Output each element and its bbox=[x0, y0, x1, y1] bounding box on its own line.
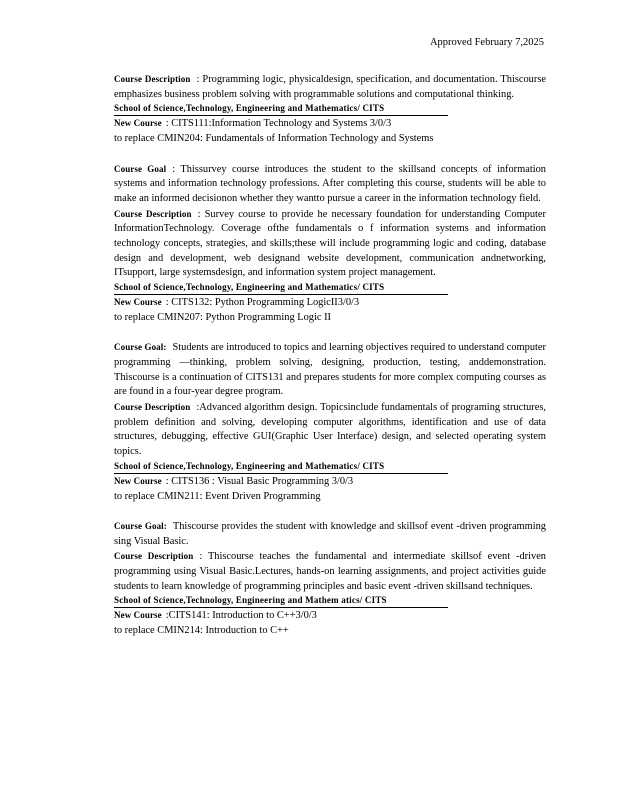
course-description-label: Course Description bbox=[114, 74, 191, 84]
new-course-line bbox=[114, 295, 546, 311]
replace-line: to replace CMIN207: Python Programming Logic II bbox=[114, 311, 332, 323]
course-goal-label: Course Goal: bbox=[114, 520, 167, 531]
course-goal-text: Students are introduced to topics and learning objectives required to understand computer programming —thinking, problem solving, designing, production, testing, anddemonstration. Thiscourse is a continuation of CITS131 and prepares students for more complex computing courses as are found in a four-year degree program. bbox=[114, 342, 546, 398]
new-course-text: : CITS111:Information Technology and Systems 3/0/3 bbox=[165, 118, 392, 130]
new-course-label: New Course bbox=[114, 297, 162, 308]
new-course-text: :CITS141: Introduction to C++3/0/3 bbox=[165, 610, 317, 622]
new-course-label: New Course bbox=[114, 610, 162, 621]
new-course-text: : CITS132: Python Programming LogicII3/0/3 bbox=[165, 297, 360, 309]
replace-line: to replace CMIN204: Fundamentals of Information Technology and Systems bbox=[114, 133, 434, 145]
new-course-line bbox=[114, 474, 546, 490]
course-block-cits136 bbox=[114, 340, 546, 504]
new-course-line bbox=[114, 116, 546, 132]
course-description-label: Course Description bbox=[114, 402, 191, 413]
course-block-cits111 bbox=[114, 72, 546, 147]
course-description-text: : Survey course to provide he necessary foundation for understanding Computer InformationTechnology. Coverage ofthe fundamentals o f information systems and information technology concepts, strategies, and skills;these will include programming logic and coding, database design and development, web designand website development, communication andnetworking, ITsupport, large systemsdesign, and information system project management. bbox=[114, 208, 546, 279]
course-description-label: Course Description bbox=[114, 208, 192, 219]
school-heading: School of Science,Technology, Engineering and Mathematics/ CITS bbox=[114, 460, 448, 474]
school-heading: School of Science,Technology, Engineering and Mathem atics/ CITS bbox=[114, 594, 448, 608]
course-description bbox=[114, 207, 546, 282]
course-goal-label: Course Goal bbox=[114, 163, 167, 174]
new-course-line bbox=[114, 608, 546, 624]
course-goal bbox=[114, 519, 546, 549]
course-goal-text: Thiscourse provides the student with knowledge and skillsof event -driven programming sing Visual Basic. bbox=[114, 520, 547, 547]
school-heading: School of Science,Technology, Engineering and Mathematics/ CITS bbox=[114, 102, 448, 116]
new-course-text: : CITS136 : Visual Basic Programming 3/0/3 bbox=[165, 475, 354, 487]
course-description bbox=[114, 400, 546, 460]
replace-line: to replace CMIN214: Introduction to C++ bbox=[114, 625, 289, 637]
document-body bbox=[114, 72, 546, 654]
course-block-cits141 bbox=[114, 519, 546, 639]
approval-date: Approved February 7,2025 bbox=[429, 37, 544, 48]
course-goal-text: : Thissurvey course introduces the student to the skillsand concepts of information systems and information technology professions. After completing this course, students will be able to make an informed decisionon whether they wantto pursue a career in the information technology field. bbox=[114, 163, 547, 204]
course-description-text: : Programming logic, physicaldesign, specification, and documentation. Thiscourse emphasizes business problem solving with programmable solutions and computational thinking. bbox=[114, 74, 546, 100]
new-course-label: New Course bbox=[114, 118, 162, 129]
new-course-label: New Course bbox=[114, 475, 162, 486]
course-description-text: :Advanced algorithm design. Topicsinclude fundamentals of programing structures, problem definition and solving, developing computer algorithms, identification and use of data structures, debugging, effective GUI(Graphic User Interface) design, and selected operating system topics. bbox=[114, 402, 547, 458]
course-goal bbox=[114, 162, 546, 207]
course-goal bbox=[114, 340, 546, 400]
course-description-text: : Thiscourse teaches the fundamental and intermediate skillsof event -driven programming using Visual Basic.Lectures, hands-on learning assignments, and project activities guide students to learn knowledge of programming principles and basic event -driven skillsand techniques. bbox=[114, 551, 547, 592]
school-heading: School of Science,Technology, Engineering and Mathematics/ CITS bbox=[114, 281, 448, 295]
course-description bbox=[114, 549, 546, 594]
course-goal-label: Course Goal: bbox=[114, 342, 167, 353]
course-description-label: Course Description bbox=[114, 551, 194, 562]
replace-line: to replace CMIN211: Event Driven Programming bbox=[114, 490, 321, 502]
course-description bbox=[114, 72, 546, 102]
course-block-cits132 bbox=[114, 162, 546, 326]
